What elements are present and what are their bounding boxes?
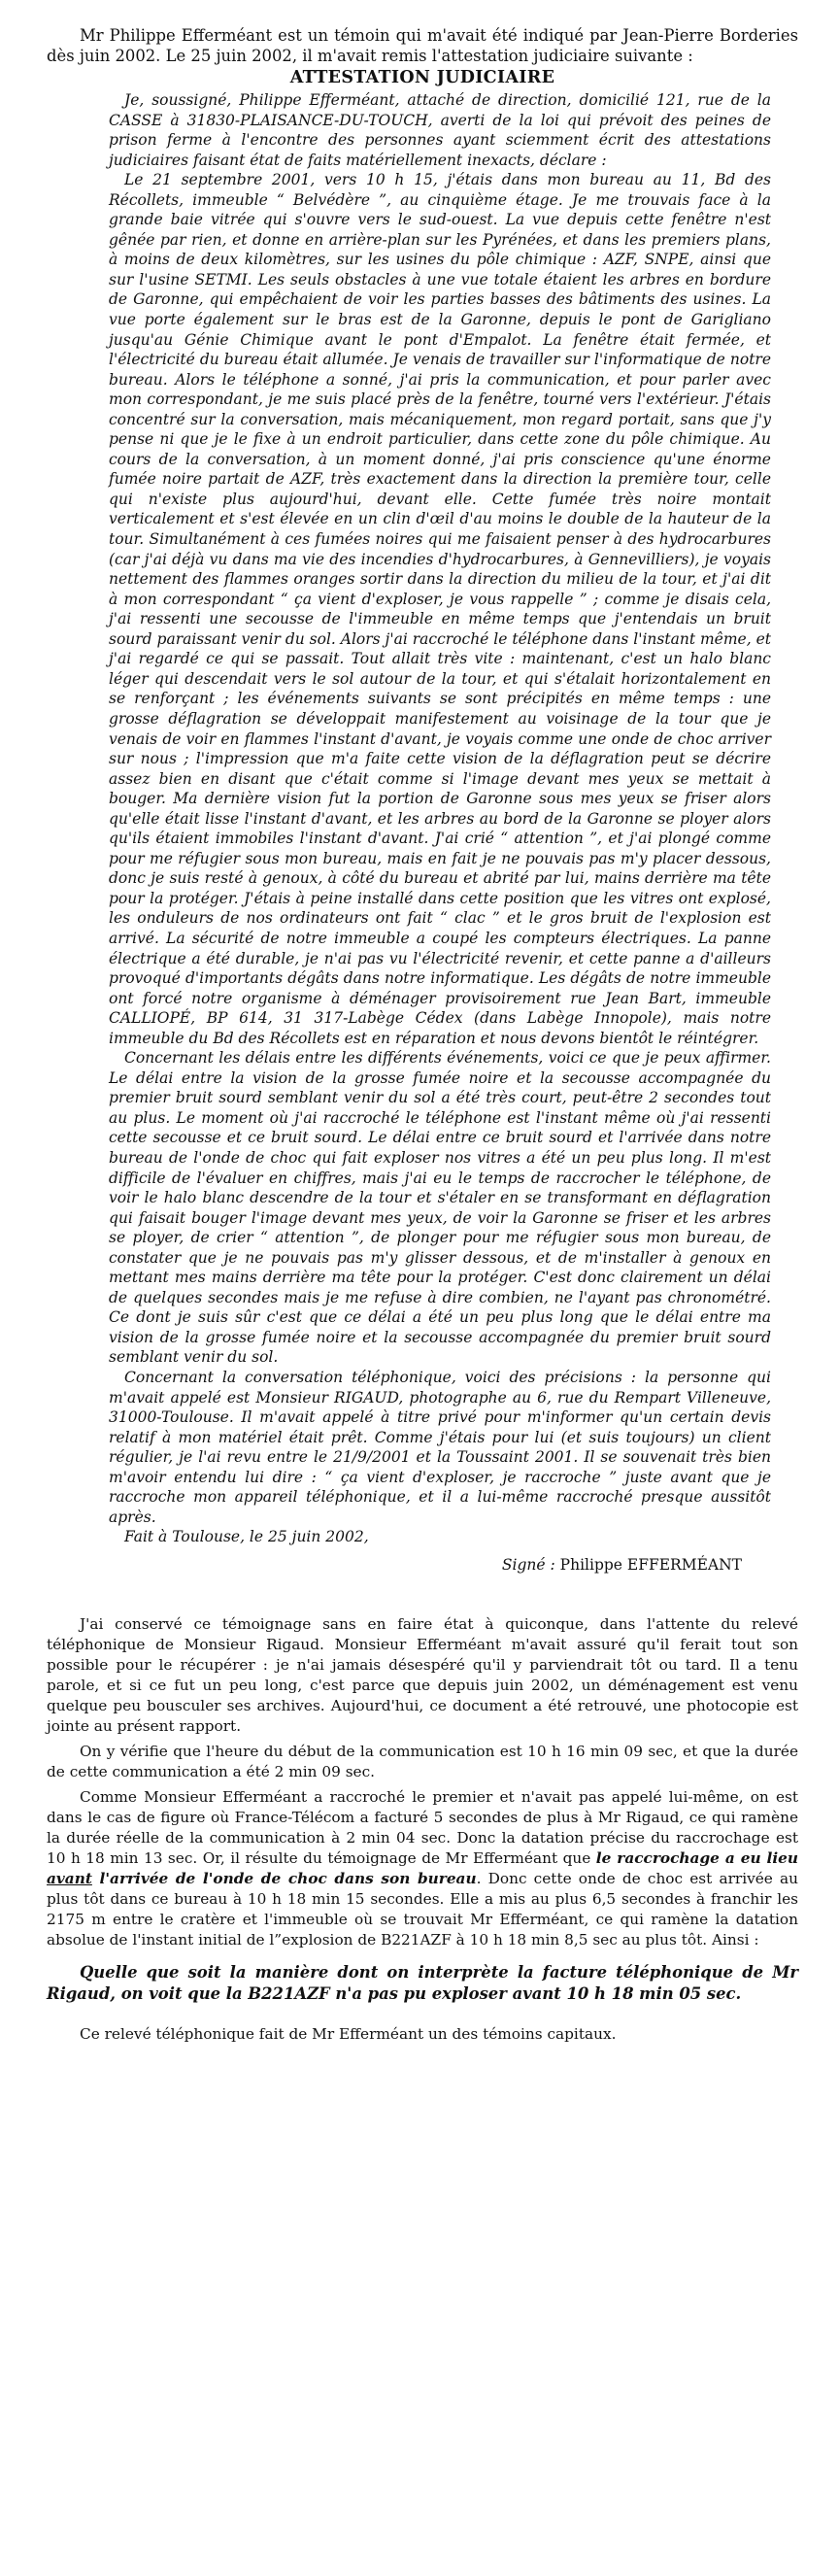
attestation-place-date: Fait à Toulouse, le 25 juin 2002, xyxy=(124,1528,369,1546)
signature-label: Signé : xyxy=(501,1555,555,1574)
attestation-paragraph-1: Je, soussigné, Philippe Efferméant, attaché de direction, domicilié 121, rue de la CASSE à 31830-PLAISANCE-DU-TOUCH, averti de la loi qui prévoit des peines de prison ferme à l'encontre des personnes ayant sciemment écrit des attestations judiciaires faisant état de faits matériellement inexacts, déclare : xyxy=(109,91,771,169)
attestation-paragraph-4: Concernant la conversation téléphonique, voici des précisions : la personne qui m'avait appelé est Monsieur RIGAUD, photographe au 6, rue du Rempart Villeneuve, 31000-Toulouse. Il m'avait appelé à titre privé pour m'informer qu'un certain devis relatif à mon matériel était prêt. Comme j'étais pour lui (et suis toujours) un client régulier, je l'ai revu entre le 21/9/2001 et la Toussaint 2001. Il se souvenait très bien m'avoir entendu lui dire : “ ça vient d'exploser, je raccroche ” juste avant que je raccroche mon appareil téléphonique, et il a lui-même raccroché presque aussitôt après. xyxy=(109,1369,771,1526)
emphasis-text-2: l'arrivée de l'onde de choc dans son bureau xyxy=(91,1869,477,1887)
signature-name: Philippe EFFERMÉANT xyxy=(559,1555,742,1574)
attestation-paragraph-3: Concernant les délais entre les différents événements, voici ce que je peux affirmer. Le délai entre la vision de la grosse fumée noire et la secousse accompagnée du premier bruit sourd semblant venir du sol a été très court, peut-être 2 secondes tout au plus. Le moment où j'ai raccroché le téléphone est l'instant même où j'ai ressenti cette secousse et ce bruit sourd. Le délai entre ce bruit sourd et l'arrivée dans notre bureau de l'onde de choc qui fait exploser nos vitres a été un peu plus long. Il m'est difficile de l'évaluer en chiffres, mais j'ai eu le temps de raccrocher le téléphone, de voir le halo blanc descendre de la tour et s'étaler en se transformant en déflagration qui faisait bouger l'image devant mes yeux, de voir la Garonne se friser et les arbres se ployer, de crier “ attention ”, de plonger pour me réfugier sous mon bureau, de constater que je ne pouvais pas m'y glisser dessous, et de m'installer à genoux en mettant mes mains derrière ma tête pour la protéger. C'est donc clairement un délai de quelques secondes mais je me refuse à dire combien, ne l'ayant pas chronométré. Ce dont je suis sûr c'est que ce délai a été un peu plus long que le délai entre ma vision de la grosse fumée noire et la secousse accompagnée du premier bruit sourd semblant venir du sol. xyxy=(109,1049,771,1367)
commentary-paragraph-1: J'ai conservé ce témoignage sans en faire état à quiconque, dans l'attente du relevé téléphonique de Monsieur Rigaud. Monsieur Efferméant m'avait assuré qu'il ferait tout son possible pour le récupérer : je n'ai jamais désespéré qu'il y parviendrait tôt ou tard. Il a tenu parole, et si ce fut un peu long, c'est parce que depuis juin 2002, un déménagement est venu quelque peu bousculer ses archives. Aujourd'hui, ce document a été retrouvé, une photocopie est jointe au présent rapport. xyxy=(47,1614,798,1735)
attestation-body xyxy=(109,90,771,1547)
intro-paragraph: Mr Philippe Efferméant est un témoin qui m'avait été indiqué par Jean-Pierre Borderies dès juin 2002. Le 25 juin 2002, il m'avait remis l'attestation judiciaire suivante : xyxy=(47,26,798,65)
emphasis-underlined: avant xyxy=(47,1869,92,1887)
signature xyxy=(47,1555,742,1576)
commentary-text-a: Comme Monsieur Efferméant a raccroché le premier et n'avait pas appelé lui-même, on est dans le cas de figure où France-Télécom a facturé 5 secondes de plus à Mr Rigaud, ce qui ramène la durée réelle de la communication à 2 min 04 sec. Donc la datation précise du raccrochage est 10 h 18 min 13 sec. Or, il résulte du témoignage de Mr Efferméant que xyxy=(47,1787,798,1867)
conclusion: Quelle que soit la manière dont on interprète la facture téléphonique de Mr Rigaud, on voit que la B221AZF n'a pas pu exploser avant 10 h 18 min 05 sec. xyxy=(47,1962,798,2003)
commentary xyxy=(47,1614,798,1950)
commentary-text-b: . Donc cette onde de choc est arrivée au plus tôt dans ce bureau à 10 h 18 min 15 secondes. Elle a mis au plus 6,5 secondes à franchir les 2175 m entre le cratère et l'immeuble où se trouvait Mr Efferméant, ce qui ramène la datation absolue de l'instant initial de l”explosion de B221AZF à 10 h 18 min 8,5 sec au plus tôt. Ainsi : xyxy=(47,1869,798,1949)
attestation-title: ATTESTATION JUDICIAIRE xyxy=(289,68,555,87)
commentary-paragraph-2: On y vérifie que l'heure du début de la communication est 10 h 16 min 09 sec, et que la durée de cette communication a été 2 min 09 sec. xyxy=(47,1742,798,1780)
attestation-paragraph-2: Le 21 septembre 2001, vers 10 h 15, j'étais dans mon bureau au 11, Bd des Récollets, immeuble “ Belvédère ”, au cinquième étage. Je me trouvais face à la grande baie vitrée qui s'ouvre vers le sud-ouest. La vue depuis cette fenêtre n'est gênée par rien, et donne en arrière-plan sur les Pyrénées, et dans les premiers plans, à moins de deux kilomètres, sur les usines du pôle chimique : AZF, SNPE, ainsi que sur l'usine SETMI. Les seuls obstacles à une vue totale étaient les arbres en bordure de Garonne, qui empêchaient de voir les parties basses des bâtiments des usines. La vue porte également sur le bras est de la Garonne, depuis le pont de Garigliano jusqu'au Génie Chimique avant le pont d'Empalot. La fenêtre était fermée, et l'électricité du bureau était allumée. Je venais de travailler sur l'informatique de notre bureau. Alors le téléphone a sonné, j'ai pris la communication, et pour parler avec mon correspondant, je me suis placé près de la fenêtre, tourné vers l'extérieur. J'étais concentré sur la conversation, mais mécaniquement, mon regard portait, sans que j'y pense ni que je le fixe à un endroit particulier, dans cette zone du pôle chimique. Au cours de la conversation, à un moment donné, j'ai pris conscience qu'une énorme fumée noire partait de AZF, très exactement dans la direction la première tour, celle qui n'existe plus aujourd'hui, devant elle. Cette fumée très noire montait verticalement et s'est élevée en un clin d'œil d'au moins le double de la hauteur de la tour. Simultanément à ces fumées noires qui me faisaient penser à des hydrocarbures (car j'ai déjà vu dans ma vie des incendies d'hydrocarbures, à Gennevilliers), je voyais nettement des flammes oranges sortir dans la direction du milieu de la tour, et j'ai dit à mon correspondant “ ça vient d'exploser, je vous rappelle ” ; comme je disais cela, j'ai ressenti une secousse de l'immeuble en même temps que j'entendais un bruit sourd paraissant venir du sol. Alors j'ai raccroché le téléphone dans l'instant même, et j'ai regardé ce qui se passait. Tout allait très vite : maintenant, c'est un halo blanc léger qui descendait vers le sol autour de la tour, et qui s'étalait horizontalement en se renforçant ; les événements suivants se sont précipités en même temps : une grosse déflagration se développait manifestement au voisinage de la tour que je venais de voir en flammes l'instant d'avant, je voyais comme une onde de choc arriver sur nous ; l'impression que m'a faite cette vision de la déflagration peut se décrire assez bien en disant que c'était comme si l'image devant mes yeux se mettait à bouger. Ma dernière vision fut la portion de Garonne sous mes yeux se friser alors qu'elle était lisse l'instant d'avant, et les arbres au bord de la Garonne se ployer alors qu'ils étaient immobiles l'instant d'avant. J'ai crié “ attention ”, et j'ai plongé comme pour me réfugier sous mon bureau, mais en fait je ne pouvais pas m'y placer dessous, donc je suis resté à genoux, à côté du bureau et abrité par lui, mains derrière ma tête pour la protéger. J'étais à peine installé dans cette position que les vitres ont explosé, les onduleurs de nos ordinateurs ont fait “ clac ” et le gros bruit de l'explosion est arrivé. La sécurité de notre immeuble a coupé les compteurs électriques. La panne électrique a été durable, je n'ai pas vu l'électricité revenir, et cette panne a d'ailleurs provoqué d'importants dégâts dans notre informatique. Les dégâts de notre immeuble ont forcé notre organisme à déménager provisoirement rue Jean Bart, immeuble CALLIOPÉ, BP 614, 31 317-Labège Cédex (dans Labège Innopole), mais notre immeuble du Bd des Récollets est en réparation et nous devons bientôt le réintégrer. xyxy=(109,171,771,1047)
emphasis-text-1: le raccrochage a eu lieu xyxy=(595,1848,798,1867)
commentary-paragraph-3 xyxy=(47,1787,798,1950)
closing-line: Ce relevé téléphonique fait de Mr Efferméant un des témoins capitaux. xyxy=(80,2024,617,2043)
